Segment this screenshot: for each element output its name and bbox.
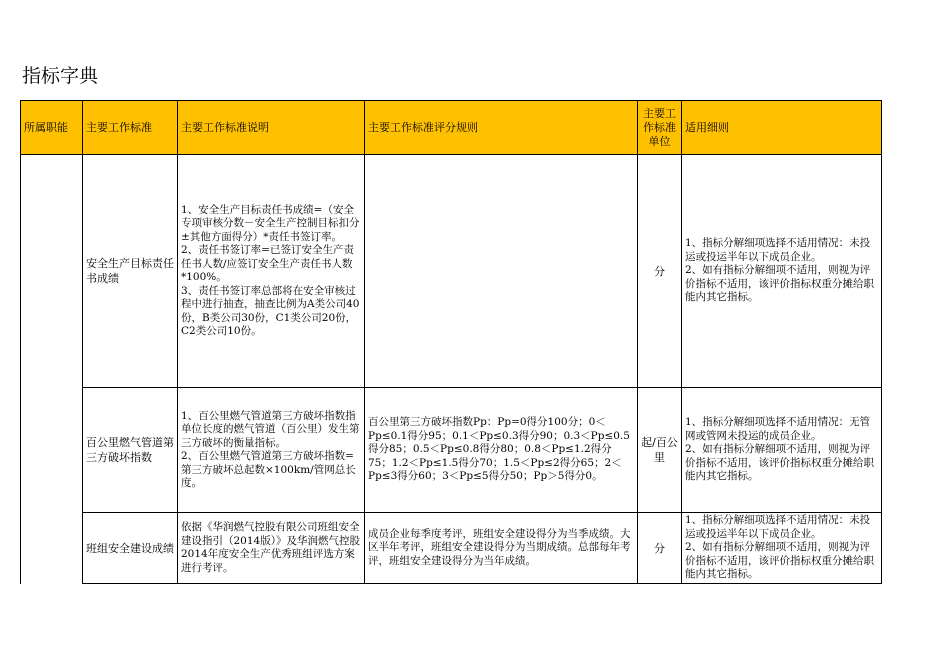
detail-cell: 1、指标分解细项选择不适用情况：无管网或管网未投运的成员企业。 2、如有指标分解细项不适用，则视为评价指标不适用，该评价指标权重分摊给职能内其它指标。 xyxy=(682,388,882,513)
header-description: 主要工作标准说明 xyxy=(178,101,365,155)
table-row xyxy=(21,155,882,388)
description-cell: 1、安全生产目标责任书成绩=（安全专项审核分数－安全生产控制目标扣分±其他方面得分）*责任书签订率。 2、责任书签订率=已签订安全生产责任书人数/应签订安全生产责任书人数*100%。 3、责任书签订率总部将在安全审核过程中进行抽查，抽查比例为A类公司40份，B类公司30份，C1类公司20份，C2类公司10份。 xyxy=(178,155,365,388)
detail-cell: 1、指标分解细项选择不适用情况：未投运或投运半年以下成员企业。 2、如有指标分解细项不适用，则视为评价指标不适用，该评价指标权重分摊给职能内其它指标。 xyxy=(682,513,882,584)
rule-cell: 成员企业每季度考评，班组安全建设得分为当季成绩。大区半年考评，班组安全建设得分为当期成绩。总部每年考评，班组安全建设得分为当年成绩。 xyxy=(365,513,638,584)
unit-cell: 分 xyxy=(638,155,682,388)
header-unit: 主要工作标准单位 xyxy=(638,101,682,155)
table-row xyxy=(21,388,882,513)
rule-cell: 百公里第三方破坏指数Pp：Pp=0得分100分；0＜Pp≤0.1得分95；0.1＜Pp≤0.3得分90；0.3＜Pp≤0.5得分85；0.5＜Pp≤0.8得分80；0.8＜Pp≤1.2得分75；1.2＜Pp≤1.5得分70；1.5＜Pp≤2得分65；2＜Pp≤3得分60；3＜Pp≤5得分50；Pp＞5得分0。 xyxy=(365,388,638,513)
table-header-row xyxy=(21,101,882,155)
header-detail: 适用细则 xyxy=(682,101,882,155)
unit-cell: 分 xyxy=(638,513,682,584)
page-title: 指标字典 xyxy=(22,65,99,87)
rule-cell xyxy=(365,155,638,388)
function-cell xyxy=(21,155,83,584)
description-cell: 依据《华润燃气控股有限公司班组安全建设指引（2014版）》及华润燃气控股2014年度安全生产优秀班组评选方案进行考评。 xyxy=(178,513,365,584)
header-function: 所属职能 xyxy=(21,101,83,155)
standard-cell: 班组安全建设成绩 xyxy=(83,513,178,584)
description-cell: 1、百公里燃气管道第三方破坏指数指单位长度的燃气管道（百公里）发生第三方破坏的衡量指标。 2、百公里燃气管道第三方破坏指数=第三方破坏总起数×100km/管网总长度。 xyxy=(178,388,365,513)
header-standard: 主要工作标准 xyxy=(83,101,178,155)
standard-cell: 安全生产目标责任书成绩 xyxy=(83,155,178,388)
standard-cell: 百公里燃气管道第三方破坏指数 xyxy=(83,388,178,513)
header-rule: 主要工作标准评分规则 xyxy=(365,101,638,155)
unit-cell: 起/百公里 xyxy=(638,388,682,513)
table-row xyxy=(21,513,882,584)
indicator-table xyxy=(20,100,882,584)
detail-cell: 1、指标分解细项选择不适用情况：未投运或投运半年以下成员企业。 2、如有指标分解细项不适用，则视为评价指标不适用，该评价指标权重分摊给职能内其它指标。 xyxy=(682,155,882,388)
